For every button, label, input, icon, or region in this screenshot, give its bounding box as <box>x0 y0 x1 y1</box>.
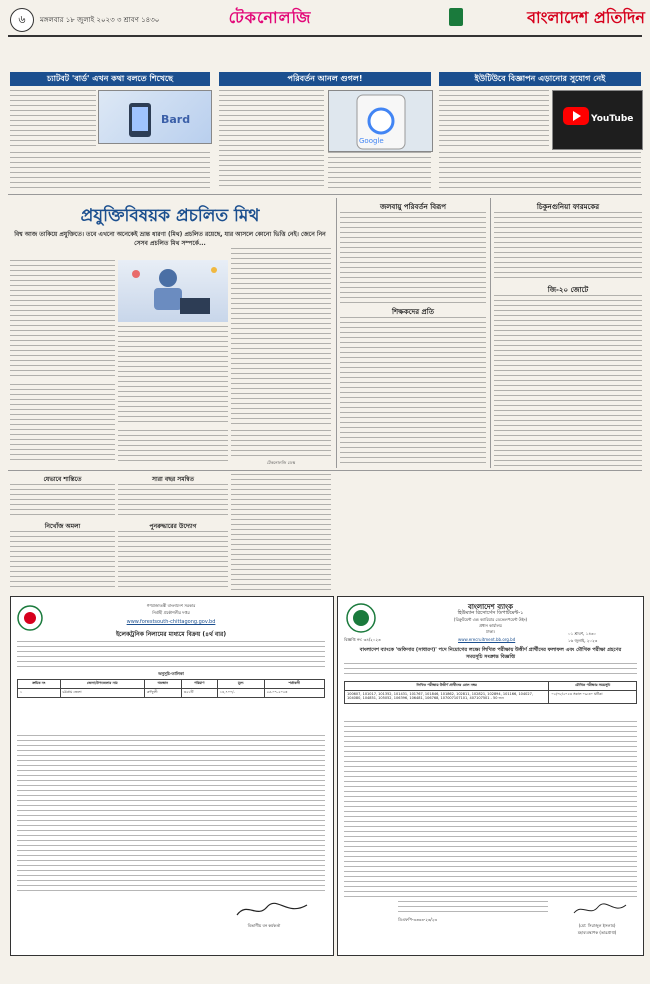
bank-results-table <box>344 681 637 704</box>
bank-schedule: ০২/০৮/২০২৩ সকাল ০৯:৩০ ঘটিকা <box>549 691 637 704</box>
google-phone-icon <box>329 91 432 151</box>
tender-intro-text <box>17 641 325 667</box>
section-title: টেকনোলজি <box>228 8 312 27</box>
bank-footer-note <box>398 901 548 913</box>
bank-date: ১৬ জুলাই, ২০২৩ <box>568 638 598 643</box>
tender-table-title: অনুসূচি-তালিকা <box>158 671 184 676</box>
story-body-bard-left <box>10 90 96 150</box>
story-body-chikungunya <box>494 212 642 280</box>
tender-title: ইলেকট্রনিক নিলামের মাধ্যমে বিক্রয় (৪র্থ বার) <box>115 631 227 638</box>
bank-name: বাংলাদেশ ব্যাংক <box>467 603 514 611</box>
story-body-google-right <box>328 152 431 190</box>
story-headline-peace: যেভাবে শান্তিতে <box>43 476 82 483</box>
story-headline-climate: জলবায়ু পরিবর্তন বিরূপ <box>379 203 447 211</box>
bank-subtitle: (রিক্রুটমেন্ট এন্ড ক্যারিয়ার ডেভেলপমেন্ট উইং) <box>453 617 528 622</box>
story-headline-missing: নিখোঁজ অমলা <box>44 523 81 530</box>
google-label: Google <box>359 137 384 145</box>
tender-col-district: জেলা/উপজেলার নাম <box>60 680 144 689</box>
feature-body-col2b <box>118 430 228 464</box>
feature-body-col1 <box>10 260 115 380</box>
bank-signatory: (মো: সিরাজুল ইসলাম) <box>578 923 616 928</box>
tender-advertisement <box>10 596 334 956</box>
bank-website-link[interactable]: www.erecruitment.bb.org.bd <box>458 637 516 642</box>
section-divider-mid <box>8 470 642 471</box>
table-row <box>18 689 325 698</box>
bank-city: ঢাকা। <box>486 629 495 634</box>
tender-office: নির্বাহী প্রকৌশলীর দপ্তর <box>152 610 190 615</box>
story-body-year <box>118 484 228 518</box>
feature-headline: প্রযুক্তিবিষয়ক প্রচলিত মিথ <box>80 206 260 226</box>
story-body-peace <box>10 484 115 518</box>
story-headline-teachers: শিক্ষকদের প্রতি <box>392 308 434 316</box>
bard-illustration-icon <box>99 91 211 143</box>
tender-col-quantity: পরিমাণ <box>181 680 217 689</box>
bard-label: Bard <box>161 113 191 126</box>
bard-photo <box>98 90 212 144</box>
tender-signatory: বিভাগীয় বন কর্মকর্তা <box>247 923 281 928</box>
header-rule <box>8 35 642 37</box>
feature-column-rule <box>336 198 337 468</box>
date-line: মঙ্গলবার ১৮ জুলাই ২০২৩ ৩ শ্রাবণ ১৪৩০ <box>40 16 160 24</box>
bank-table-header-row <box>345 682 637 691</box>
tender-col-terms: শর্তাবলী <box>264 680 324 689</box>
tender-cell: কর্ণফুলী <box>144 689 181 698</box>
feature-body-col3 <box>231 248 331 426</box>
feature-illustration <box>118 260 228 322</box>
person-laptop-icon <box>118 260 228 322</box>
newspaper-logo-icon <box>449 8 463 26</box>
tender-website-link[interactable]: www.forestsouth-chittagong.gov.bd <box>126 619 216 625</box>
google-photo <box>328 90 433 152</box>
bank-date-bangla: ০১ শ্রাবণ, ১৪৩০ <box>568 631 597 636</box>
page-number: ৬ <box>10 8 34 32</box>
feature-byline: টেকনোলজি ডেস্ক <box>266 460 296 465</box>
story-body-g20 <box>494 295 642 467</box>
bangladesh-bank-logo-icon <box>346 603 376 633</box>
tender-table-header-row <box>18 680 325 689</box>
bank-col-schedule: মৌখিক পরীক্ষার সময়সূচি <box>549 682 637 691</box>
bank-office: প্রধান কার্যালয় <box>479 623 502 628</box>
table-row <box>345 691 637 704</box>
bank-intro-text <box>344 663 637 677</box>
tender-signature-icon <box>233 899 313 921</box>
government-seal-icon <box>17 605 43 631</box>
story-headline-year: সারা বছর সমন্বিত <box>152 476 194 483</box>
story-headline-chikungunya: চিকুনগুনিয়া ফারমকের <box>536 203 600 211</box>
bank-instructions-text <box>344 721 637 897</box>
tender-cell: ২৫-০৭-২০২৩ <box>264 689 324 698</box>
bank-roll-numbers: 100607, 101017, 101352, 101431, 101767, 101846, 101862, 102811, 102821, 102894, 101166, 104027, 104080, 104851, 105052, 106396, 106481, 106768, 107007107101, 407107501 - 50 জন <box>345 691 549 704</box>
right-column-rule <box>490 198 491 468</box>
youtube-logo-icon <box>553 91 642 149</box>
story-headline-g20: জি-২০ জোটে <box>547 286 589 294</box>
tender-col-serial: ক্রমিক নং <box>18 680 61 689</box>
feature-body-col3b <box>231 430 331 456</box>
bank-signature-icon <box>570 901 630 919</box>
story-headline-bard: চ্যাটবট 'বার্ড' এখন কথা বলতে শিখেছে <box>10 72 210 86</box>
tender-cell: ৩২১টি <box>181 689 217 698</box>
newspaper-name: বাংলাদেশ প্রতিদিন <box>527 8 645 27</box>
story-headline-youtube: ইউটিউবে বিজ্ঞাপন এড়ানোর সুযোগ নেই <box>439 72 641 86</box>
story-body-youtube <box>439 152 641 190</box>
feature-deck: বিশ্ব আজ তাকিয়ে প্রযুক্তিতে। তবে এখনো অনেকেই ভ্রান্ত ধারণা (মিথ) প্রচলিত রয়েছে, যার আসলে কোনো ভিত্তি নেই। জেনে নিন সেসব প্রচলিত মিথ সম্পর্কে... <box>14 231 326 247</box>
section-divider-top <box>8 194 642 195</box>
tender-header: গণপ্রজাতন্ত্রী বাংলাদেশ সরকার <box>146 603 196 608</box>
feature-body-col1b <box>10 384 115 464</box>
bank-col-roll-numbers: লিখিত পরীক্ষায় উত্তীর্ণ প্রার্থীদের রোল নম্বর <box>345 682 549 691</box>
bank-department: হিউম্যান রিসোর্সেস ডিপার্টমেন্ট-১ <box>457 610 524 616</box>
youtube-label: YouTube <box>591 114 634 124</box>
bank-notice-number: বিজ্ঞপ্তি নং: ৩৪/২০২৩ <box>344 637 381 642</box>
bank-advertisement <box>337 596 644 956</box>
story-headline-google: পরিবর্তন আনল গুগল! <box>219 72 431 86</box>
story-body-bard <box>10 152 210 190</box>
tender-terms-text <box>17 735 325 895</box>
tender-cell: ১ <box>18 689 61 698</box>
tender-cell: চট্টগ্রাম জেলা <box>60 689 144 698</box>
story-body-recovery <box>118 531 228 591</box>
story-headline-recovery: পুনরুদ্ধারের উদ্যোগ <box>149 523 197 530</box>
story-body-lower-col3 <box>231 474 331 591</box>
story-body-teachers <box>340 317 486 467</box>
youtube-photo <box>552 90 643 150</box>
bank-footer-ref: ডিএফপি-৩৩৩৩-২৩/২৩ <box>398 917 437 922</box>
bank-signatory-title: মহাব্যবস্থাপক (ভারপ্রাপ্ত) <box>577 930 617 935</box>
story-body-climate <box>340 212 486 304</box>
bank-notice-title: বাংলাদেশ ব্যাংকে 'অফিসার (সাধারণ)' পদে নিয়োগের লক্ষ্যে লিখিত পরীক্ষায় উত্তীর্ণ প্রার্থীদের ফলাফল এবং মৌখিক পরীক্ষা গ্রহণের সময়সূচি সংক্রান্ত বিজ্ঞপ্তি <box>359 647 622 660</box>
tender-cell: ১৪,৭০০/- <box>217 689 264 698</box>
feature-body-col2 <box>118 326 228 426</box>
tender-col-location: অবস্থান <box>144 680 181 689</box>
tender-table <box>17 679 325 698</box>
story-body-google-left <box>219 90 324 190</box>
story-body-youtube-left <box>439 90 549 150</box>
tender-col-price: মূল্য <box>217 680 264 689</box>
story-body-missing <box>10 531 115 591</box>
